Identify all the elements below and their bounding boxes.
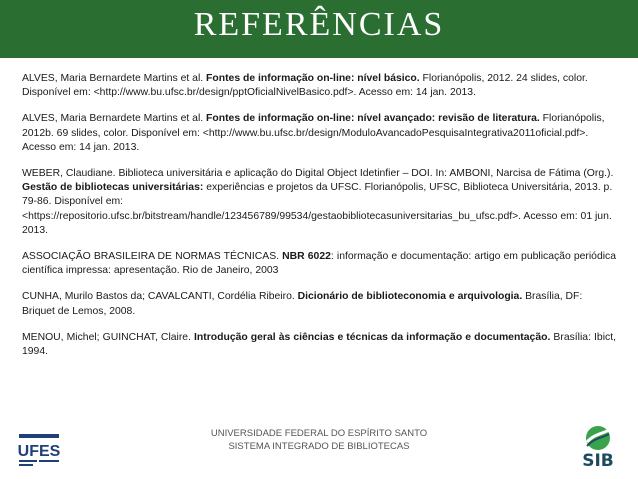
sib-emblem-icon [578, 425, 618, 451]
page-title: REFERÊNCIAS [193, 6, 445, 43]
footer-university: UNIVERSIDADE FEDERAL DO ESPÍRITO SANTO [210, 428, 428, 439]
reference-item [22, 112, 616, 155]
reference-title: Gestão de bibliotecas universitárias: [22, 182, 204, 194]
reference-title: Dicionário de biblioteconomia e arquivologia. [297, 291, 523, 303]
reference-authors: CUNHA, Murilo Bastos da; CAVALCANTI, Cordélia Ribeiro. [22, 291, 298, 303]
reference-details: experiências e projetos da UFSC. Florianópolis, UFSC, Biblioteca Universitária, 2013. p. 79-86. Disponível em: <https://repositorio.ufsc.br/bitstream/handle/123456789/99534/gestaobibliotecasuniversitarias_bu_ufsc.pdf>. Acesso em: 01 jun. 2013. [22, 182, 613, 236]
reference-title: Fontes de informação on-line: nível avançado: revisão de literatura. [206, 113, 540, 125]
reference-authors: ASSOCIAÇÃO BRASILEIRA DE NORMAS TÉCNICAS. [22, 251, 283, 263]
reference-details: Florianópolis, 2012. 24 slides, color. Disponível em: <http://www.bu.ufsc.br/design/pptOficialNivelBasico.pdf>. Acesso em: 14 jan. 2013. [22, 73, 588, 99]
reference-item [22, 290, 616, 318]
sib-logo [578, 425, 618, 473]
reference-title: NBR 6022 [282, 251, 331, 263]
reference-details: : informação e documentação: artigo em publicação periódica científica impressa: apresentação. Rio de Janeiro, 2003 [22, 251, 617, 277]
reference-list [22, 72, 616, 371]
sib-logo-text: SIB [582, 451, 614, 471]
ufes-logo-text: UFES [17, 443, 61, 460]
reference-authors: ALVES, Maria Bernardete Martins et al. [22, 113, 207, 125]
reference-details: Brasília: Ibict, 1994. [22, 331, 616, 358]
reference-item [22, 72, 616, 100]
reference-authors: ALVES, Maria Bernardete Martins et al. [22, 73, 207, 84]
reference-item [22, 250, 616, 278]
reference-authors: MENOU, Michel; GUINCHAT, Claire. [22, 331, 195, 343]
reference-title: Introdução geral às ciências e técnicas da informação e documentação. [194, 331, 551, 343]
footer-library-system: SISTEMA INTEGRADO DE BIBLIOTECAS [228, 441, 410, 452]
reference-details: Florianópolis, 2012b. 69 slides, color. Disponível em: <http://www.bu.ufsc.br/design/ModuloAvancadoPesquisaIntegrativa2011oficial.pdf>. Acesso em: 14 jan. 2013. [22, 113, 605, 153]
reference-item [22, 331, 616, 359]
footer [0, 427, 638, 453]
reference-title: Fontes de informação on-line: nível básico. [206, 73, 420, 84]
reference-details: Brasília, DF: Briquet de Lemos, 2008. [22, 291, 583, 317]
reference-authors: WEBER, Claudiane. Biblioteca universitária e aplicação do Digital Object Idetinfier – DOI. In: AMBONI, Narcisa de Fátima (Org.). [22, 168, 614, 180]
reference-item [22, 167, 616, 238]
